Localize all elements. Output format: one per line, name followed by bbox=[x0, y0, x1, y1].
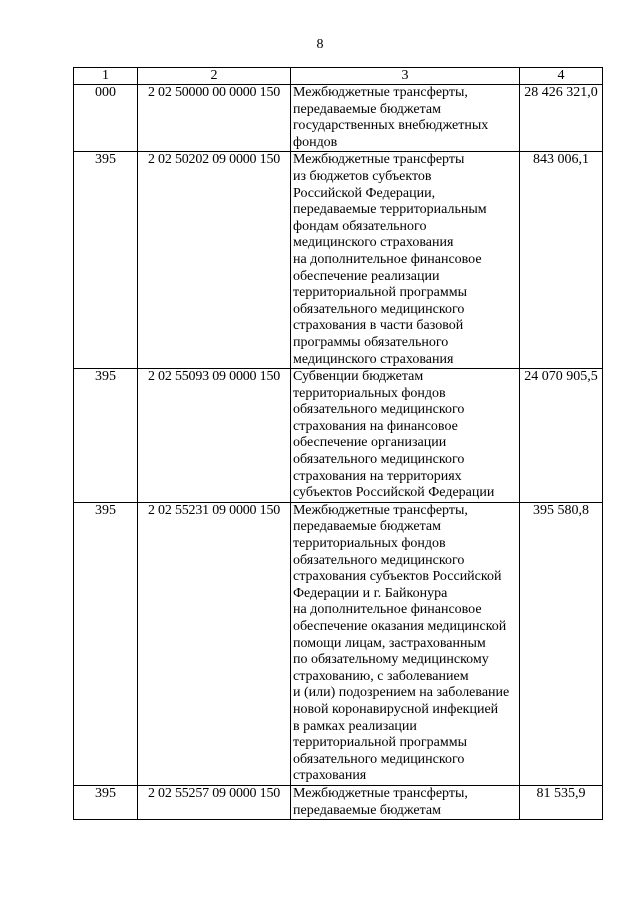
name-line: в рамках реализации bbox=[293, 718, 417, 734]
amount-cell: 28 426 321,0 bbox=[520, 85, 603, 152]
admin-code-cell: 395 bbox=[74, 502, 138, 785]
name-line: Федерации и г. Байконура bbox=[293, 585, 448, 601]
name-line: обеспечение оказания медицинской bbox=[293, 619, 507, 634]
name-line: обязательного медицинского bbox=[293, 452, 465, 468]
budget-code-cell: 2 02 50202 09 0000 150 bbox=[138, 152, 291, 369]
name-line: по обязательному медицинскому bbox=[293, 652, 489, 668]
table-row bbox=[74, 369, 603, 503]
name-line: Межбюджетные трансферты, bbox=[293, 502, 468, 518]
admin-code-cell: 395 bbox=[74, 369, 138, 503]
column-header-3: 3 bbox=[291, 68, 520, 85]
name-line: страхованию, с заболеванием bbox=[293, 668, 469, 684]
revenue-name-cell bbox=[291, 369, 520, 503]
table-row bbox=[74, 152, 603, 369]
revenue-name-cell bbox=[291, 785, 520, 819]
name-line: медицинского страхования bbox=[293, 351, 454, 367]
name-line: страхования в части базовой bbox=[293, 318, 464, 334]
name-line: обязательного медицинского bbox=[293, 751, 465, 767]
revenue-name-cell bbox=[291, 85, 520, 152]
name-line: обязательного медицинского bbox=[293, 301, 465, 317]
name-line: передаваемые бюджетам bbox=[293, 802, 441, 818]
name-line: фондам обязательного bbox=[293, 218, 427, 234]
column-header-1: 1 bbox=[74, 68, 138, 85]
budget-code-cell: 2 02 55231 09 0000 150 bbox=[138, 502, 291, 785]
table-row bbox=[74, 502, 603, 785]
name-line: и (или) подозрением на заболевание bbox=[293, 685, 510, 701]
name-line: страхования на территориях bbox=[293, 468, 462, 484]
name-line: Субвенции бюджетам bbox=[293, 369, 424, 385]
budget-code-cell: 2 02 50000 00 0000 150 bbox=[138, 85, 291, 152]
name-line: передаваемые бюджетам bbox=[293, 519, 441, 535]
revenue-name-cell bbox=[291, 152, 520, 369]
name-line: Российской Федерации, bbox=[293, 185, 436, 201]
name-line: обязательного медицинского bbox=[293, 402, 465, 418]
revenue-name-cell bbox=[291, 502, 520, 785]
name-line: новой коронавирусной инфекцией bbox=[293, 701, 499, 717]
name-line: страхования субъектов Российской bbox=[293, 569, 502, 585]
name-line: территориальной программы bbox=[293, 735, 468, 751]
name-line: обязательного медицинского bbox=[293, 552, 465, 568]
name-line: на дополнительное финансовое bbox=[293, 251, 482, 267]
table-row bbox=[74, 85, 603, 152]
admin-code-cell: 395 bbox=[74, 785, 138, 819]
amount-cell: 81 535,9 bbox=[520, 785, 603, 819]
name-line: помощи лицам, застрахованным bbox=[293, 635, 486, 651]
name-line: из бюджетов субъектов bbox=[293, 168, 432, 184]
name-line: страхования bbox=[293, 768, 367, 784]
name-line: субъектов Российской Федерации bbox=[293, 485, 495, 501]
name-line: фондов bbox=[293, 134, 338, 150]
table-row bbox=[74, 785, 603, 819]
name-line: передаваемые бюджетам bbox=[293, 101, 441, 117]
name-line: территориальных фондов bbox=[293, 536, 446, 552]
name-line: государственных внебюджетных bbox=[293, 118, 489, 134]
name-line: медицинского страхования bbox=[293, 235, 454, 251]
name-line: обеспечение реализации bbox=[293, 268, 440, 284]
name-line: страхования на финансовое bbox=[293, 418, 458, 434]
admin-code-cell: 395 bbox=[74, 152, 138, 369]
name-line: Межбюджетные трансферты, bbox=[293, 85, 468, 100]
name-line: передаваемые территориальным bbox=[293, 202, 487, 218]
name-line: обеспечение организации bbox=[293, 435, 447, 451]
budget-code-cell: 2 02 55257 09 0000 150 bbox=[138, 785, 291, 819]
name-line: Межбюджетные трансферты bbox=[293, 152, 465, 168]
header-row bbox=[74, 68, 603, 85]
name-line: на дополнительное финансовое bbox=[293, 602, 482, 618]
page-number: 8 bbox=[316, 37, 324, 52]
column-header-4: 4 bbox=[520, 68, 603, 85]
admin-code-cell: 000 bbox=[74, 85, 138, 152]
name-line: территориальной программы bbox=[293, 285, 468, 301]
column-header-2: 2 bbox=[138, 68, 291, 85]
amount-cell: 395 580,8 bbox=[520, 502, 603, 785]
amount-cell: 24 070 905,5 bbox=[520, 369, 603, 503]
name-line: Межбюджетные трансферты, bbox=[293, 785, 468, 801]
name-line: программы обязательного bbox=[293, 334, 449, 350]
budget-table bbox=[73, 67, 603, 820]
budget-code-cell: 2 02 55093 09 0000 150 bbox=[138, 369, 291, 503]
name-line: территориальных фондов bbox=[293, 385, 446, 401]
amount-cell: 843 006,1 bbox=[520, 152, 603, 369]
